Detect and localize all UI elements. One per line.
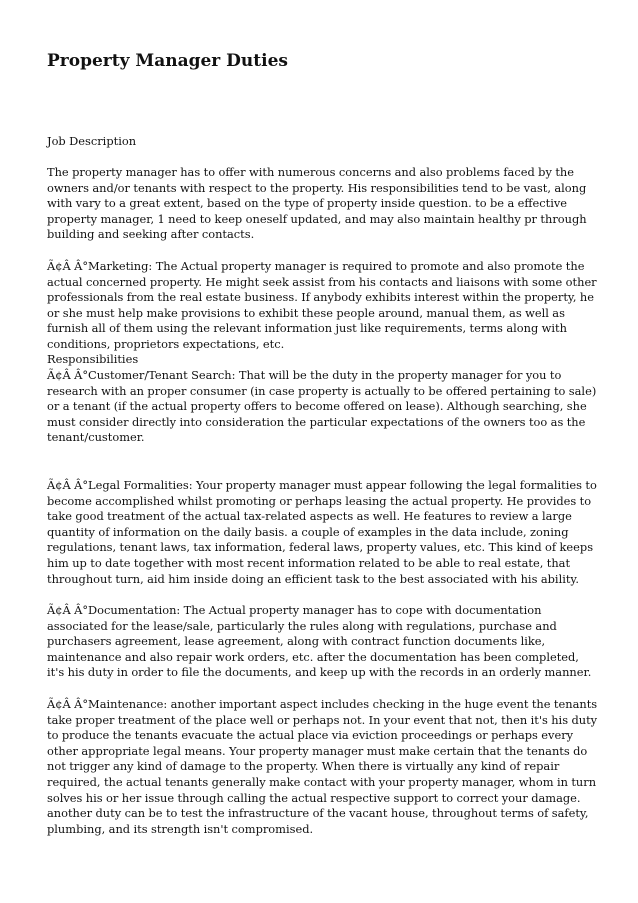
marketing-paragraph: Ã¢Â Â°Marketing: The Actual property manager is required to promote and also promote the actual concerned property. He might seek assist from his contacts and liaisons with some other professionals from the real estate business. If anybody exhibits interest within the property, he or she must help make provisions to exhibit these people around, manual them, as well as furnish all of them using the relevant information just like requirements, terms along with conditions, proprietors expectations, etc. [47, 259, 597, 351]
legal-formalities-paragraph: Ã¢Â Â°Legal Formalities: Your property manager must appear following the legal formalities to become accomplished whilst promoting or perhaps leasing the actual property. He provides to take good treatment of the actual tax-related aspects as well. He features to review a large quantity of information on the daily basis. a couple of examples in the data include, zoning regulations, tenant laws, tax information, federal laws, property values, etc. This kind of keeps him up to date together with most recent information related to be able to real estate, that throughout turn, aid him inside doing an efficient task to the best associated with his ability. [47, 478, 597, 586]
maintenance-paragraph: Ã¢Â Â°Maintenance: another important aspect includes checking in the huge event the tenants take proper treatment of the place well or perhaps not. In your event that not, then it's his duty to produce the tenants evacuate the actual place via eviction proceedings or perhaps every other appropriate legal means. Your property manager must make certain that the tenants do not trigger any kind of damage to the property. When there is virtually any kind of repair required, the actual tenants generally make contact with your property manager, whom in turn solves his or her issue through calling the actual respective support to correct your damage. another duty can be to test the infrastructure of the vacant house, throughout terms of safety, plumbing, and its strength isn't compromised. [47, 697, 598, 836]
job-description-label: Job Description [47, 134, 137, 148]
customer-search-paragraph: Ã¢Â Â°Customer/Tenant Search: That will be the duty in the property manager for you to research with an proper consumer (in case property is actually to be offered pertaining to sale) or a tenant (if the actual property offers to become offered on lease). Although searching, she must consider directly into consideration the particular expectations of the owners too as the tenant/customer. [47, 368, 597, 445]
page-title: Property Manager Duties [47, 51, 288, 71]
intro-paragraph: The property manager has to offer with numerous concerns and also problems faced by the owners and/or tenants with respect to the property. His responsibilities tend to be vast, along with vary to a great extent, based on the type of property inside question. to be a effective property manager, 1 need to keep oneself updated, and may also maintain healthy pr through building and seeking after contacts. [47, 165, 587, 242]
documentation-paragraph: Ã¢Â Â°Documentation: The Actual property manager has to cope with documentation associated for the lease/sale, particularly the rules along with regulations, purchase and purchasers agreement, lease agreement, along with contract function documents like, maintenance and also repair work orders, etc. after the documentation has been completed, it's his duty in order to file the documents, and keep up with the records in an orderly manner. [47, 603, 592, 680]
responsibilities-label: Responsibilities [47, 352, 139, 366]
